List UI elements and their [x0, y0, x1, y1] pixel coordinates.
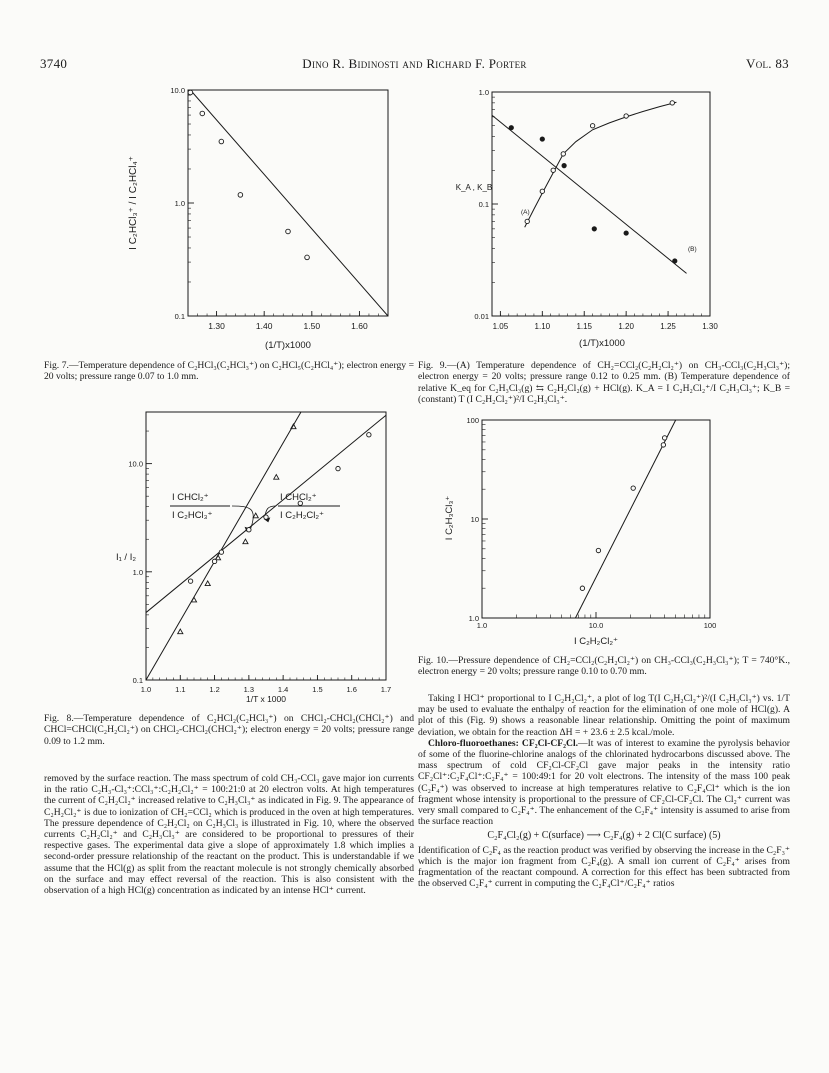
fig8-y-tick-label: 10.0: [128, 459, 143, 469]
fig8-data-point-circle: [188, 579, 192, 583]
fig8-data-point-triangle: [274, 475, 279, 480]
fig9-data-point-a: [551, 168, 555, 172]
fig7-y-tick-label: 10.0: [170, 86, 185, 95]
fig9-data-point-a: [590, 124, 594, 128]
fig8-caption: Fig. 8.—Temperature dependence of C₂HCl₂(C₂HCl₃⁺) on CHCl₂-CHCl₂(CHCl₂⁺) and CHCl=CHCl(C₂H₂Cl₂⁺) on CHCl₂-CHCl₂(CHCl₂⁺); electron energy = 20 volts; pressure range 0.09 to 1.2 mm.: [44, 713, 414, 747]
fig9-axes: [474, 88, 718, 331]
fig7-data-point: [305, 255, 310, 260]
fig8-data-point-circle: [367, 433, 371, 437]
fig9-curve-a: [525, 102, 677, 227]
fig8-data-point-triangle: [215, 555, 220, 560]
fig8-x-tick-label: 1.4: [277, 685, 289, 694]
fig10-plot-frame: [482, 420, 710, 618]
fig9-data-point-b: [672, 258, 677, 263]
fig7-marks: [188, 90, 388, 316]
figure-9-chart: [430, 82, 730, 354]
fig9-xlabel: (1/T)x1000: [579, 338, 625, 349]
fig10-y-tick-label: 100: [466, 418, 479, 425]
fig8-data-point-triangle: [243, 539, 248, 544]
figure-7-chart: [120, 82, 410, 354]
fig9-data-point-b: [562, 163, 567, 168]
fig8-x-tick-label: 1.7: [380, 685, 392, 694]
fig10-axes: [466, 418, 716, 630]
fig8-label-left-den: I C₂HCl₃⁺: [172, 510, 213, 521]
fig9-data-point-a: [624, 114, 628, 118]
equation-5: C₂F₄Cl₂(g) + C(surface) ⟶ C₂F₄(g) + 2 Cl(C surface) (5): [487, 830, 721, 842]
fig9-y-tick-label: 0.01: [474, 312, 489, 321]
fig9-data-point-a: [561, 152, 565, 156]
fig8-data-point-triangle: [205, 581, 210, 586]
fig9-data-point-b: [509, 125, 514, 130]
fig8-data-point-circle: [219, 550, 223, 554]
fig9-x-tick-label: 1.05: [492, 322, 509, 331]
fig7-fit-line: [190, 90, 388, 316]
fig10-caption: Fig. 10.—Pressure dependence of CH₂=CCl₂(C₂H₂Cl₂⁺) on CH₃-CCl₃(C₂H₃Cl₃⁺); T = 740°K., electron energy = 20 volts; pressure range 0.10 to 0.70 mm.: [418, 655, 790, 678]
figure-8-chart: [100, 412, 400, 704]
fig9-x-tick-label: 1.25: [660, 322, 676, 331]
page-number: 3740: [40, 56, 68, 71]
right-column-text: [418, 693, 790, 889]
fig10-data-point: [662, 436, 666, 440]
fig9-caption: [418, 360, 790, 406]
fig9-label-a: (A): [521, 209, 530, 216]
fig8-label-left-num: I CHCl₂⁺: [172, 492, 209, 503]
right-paragraph-3: Identification of C₂F₄ as the reaction product was verified by observing the increase in the C₂F₃⁺ which is the major ion fragment from C₂F₄(g). A small ion current of C₂F₄⁺ arises from fragmentation of the reactant compound. A correction for this effect has been subtracted from the observed C₂F₄⁺ current in computing the C₂F₄Cl⁺/C₂F₄⁺ ratios: [418, 844, 790, 890]
fig7-y-tick-label: 0.1: [174, 312, 185, 321]
fig9-caption-b: (B) Temperature dependence of relative K_eq for C₂H₃Cl₃(g) ⇆ C₂H₂Cl₂(g) + HCl(g). K_A = I C₂H₂Cl₂⁺/I C₂H₃Cl₃⁺; K_B = (constant) T (I C₂H₂Cl₂⁺)²/I C₂H₃Cl₃⁺.: [418, 371, 790, 406]
figure-10-chart: [430, 418, 730, 650]
fig8-data-point-circle: [336, 466, 340, 470]
fig8-data-point-triangle: [178, 629, 183, 634]
fig8-marks: [146, 412, 386, 680]
running-head-volume: Vol. 83: [746, 56, 789, 71]
fig9-marks: [492, 101, 687, 274]
fig10-data-point: [631, 486, 635, 490]
fig9-y-tick-label: 0.1: [478, 200, 489, 209]
fig8-data-point-circle: [247, 528, 251, 532]
fig7-x-tick-label: 1.40: [255, 321, 273, 331]
fig7-xlabel: (1/T)x1000: [265, 340, 311, 351]
fig9-x-tick-label: 1.30: [702, 322, 718, 331]
fig7-y-tick-label: 1.0: [174, 199, 185, 208]
fig7-x-tick-label: 1.50: [303, 321, 321, 331]
fig10-x-tick-label: 10.0: [588, 621, 604, 630]
fig7-ylabel: I C₂HCl₃⁺ / I C₂HCl₄⁺: [128, 156, 139, 250]
fig8-plot-frame: [146, 412, 386, 680]
fig8-label-right-num: I CHCl₂⁺: [280, 492, 317, 503]
fig8-data-point-circle: [264, 515, 268, 519]
fig10-data-point: [661, 443, 665, 447]
fig9-data-point-a: [670, 101, 674, 105]
section-heading-chlorofluoroethanes: Chloro-fluoroethanes: CF₂Cl-CF₂Cl.: [428, 737, 579, 749]
fig9-x-tick-label: 1.20: [618, 322, 634, 331]
fig9-fit-line-b: [492, 115, 687, 273]
left-paragraph: removed by the surface reaction. The mass spectrum of cold CH₃-CCl₃ gave major ion currents in the ratio C₂H₃-Cl₃⁺:CCl₃⁺:C₂H₂Cl₂⁺ = 100:21:0 at 20 electron volts. At high temperatures the current of C₂H₂Cl₂⁺ increased relative to C₂H₃Cl₃⁺ as indicated in Fig. 9. The appearance of C₂H₂Cl₂⁺ is due to ionization of CH₂=CCl₂ which is produced in the oven at high temperatures. The pressure dependence of C₂H₂Cl₂ on C₂H₃Cl₃ is illustrated in Fig. 10, where the observed currents C₂H₂Cl₂⁺ and C₂H₃Cl₃⁺ are considered to be proportional to pressures of their respective gases. The experimental data give a slope of approximately 1.8 which implies a second-order pressure relationship of the reactant on the product. This is understandable if we assume that the HCl(g) as split from the reactant molecule is not strongly chemically absorbed on the surface and may effect reversal of the reaction. This is also consistent with the observation of a high HCl(g) concentration as indicated by an intense HCl⁺ current.: [44, 773, 414, 897]
fig8-y-tick-label: 1.0: [132, 567, 143, 577]
fig9-label-b: (B): [688, 246, 697, 253]
fig8-x-tick-label: 1.1: [175, 685, 186, 694]
right-paragraph-1: Taking I HCl⁺ proportional to I C₂H₂Cl₂⁺, a plot of log T(I C₂H₂Cl₂⁺)²/(I C₂H₃Cl₃⁺) vs. 1/T may be used to evaluate the enthalpy of reaction for the elimination of one mole of HCl(g). A plot of this (Fig. 9) shows a reasonable linear relationship. Omitting the point of maximum deviation, we obtain for the reaction ΔH = + 23.6 ± 2.5 kcal./mole.: [418, 693, 790, 738]
fig8-label-right-den: I C₂H₂Cl₂⁺: [280, 510, 325, 521]
fig9-data-point-b: [540, 136, 545, 141]
fig7-x-tick-label: 1.30: [208, 321, 225, 331]
fig9-y-tick-label: 1.0: [478, 88, 489, 97]
fig7-data-point: [238, 193, 243, 198]
fig9-caption-a: Fig. 9.—(A) Temperature dependence of CH₂=CCl₂(C₂H₂Cl₂⁺) on CH₃-CCl₃(C₂H₃Cl₃⁺); electron energy = 20 volts; pressure range 0.12 to 0.25 mm.: [418, 360, 790, 383]
fig8-fit-line-triangles: [146, 412, 301, 680]
fig9-x-tick-label: 1.15: [576, 322, 593, 331]
fig7-caption: Fig. 7.—Temperature dependence of C₂HCl₃(C₂HCl₃⁺) on C₂HCl₅(C₂HCl₄⁺); electron energy = 20 volts; pressure range 0.07 to 1.0 mm.: [44, 360, 414, 383]
fig10-x-tick-label: 1.0: [476, 621, 488, 630]
fig9-data-point-a: [525, 219, 529, 223]
fig8-ylabel: I₁ / I₂: [115, 552, 137, 563]
fig7-data-point: [200, 111, 205, 116]
fig10-marks: [575, 420, 675, 618]
fig7-x-tick-label: 1.60: [351, 321, 368, 331]
right-paragraph-2: —It was of interest to examine the pyrolysis behavior of some of the fluorine-chlorine analogs of the chlorinated hydrocarbons discussed above. The mass spectrum of cold CF₂Cl-CF₂Cl gave major peaks in the intensity ratio CF₂Cl⁺:C₂F₄Cl⁺:C₂F₄⁺ = 100:49:1 for 20 volt electrons. The intensity of the mass 100 peak (C₂F₄⁺) was observed to increase at high temperatures relative to C₂F₄Cl⁺ which is the ion fragment whose intensity is proportional to the pressure of CF₂Cl-CF₂Cl. The Cl₂⁺ current was very small compared to C₂F₄⁺. The enhancement of the C₂F₄⁺ intensity is assumed to arise from the surface reaction: [418, 737, 790, 828]
fig8-data-point-triangle: [291, 424, 296, 429]
fig8-x-tick-label: 1.0: [140, 685, 152, 694]
fig7-axes: [170, 86, 378, 331]
fig7-data-point: [286, 229, 291, 234]
fig7-data-point: [188, 90, 193, 95]
fig10-xlabel: I C₂H₂Cl₂⁺: [573, 636, 619, 647]
fig9-ylabel: K_A , K_B: [455, 183, 493, 192]
fig8-data-point-triangle: [253, 513, 258, 518]
fig10-data-point: [596, 548, 600, 552]
fig8-y-tick-label: 0.1: [132, 676, 143, 685]
fig10-y-tick-label: 10: [470, 515, 479, 524]
fig10-fit-line: [575, 420, 675, 618]
fig10-ylabel: I C₂H₃Cl₃⁺: [444, 495, 455, 541]
fig9-data-point-a: [540, 189, 544, 193]
fig10-y-tick-label: 1.0: [468, 614, 479, 623]
fig8-xlabel: 1/T x 1000: [245, 694, 287, 704]
fig10-x-tick-label: 100: [703, 621, 717, 630]
fig7-data-point: [219, 139, 224, 144]
fig8-x-tick-label: 1.5: [312, 685, 323, 694]
fig9-x-tick-label: 1.10: [534, 322, 551, 331]
fig8-x-tick-label: 1.3: [243, 685, 255, 694]
running-head-authors: Dino R. Bidinosti and Richard F. Porter: [302, 56, 527, 71]
left-column-text: [44, 773, 414, 896]
fig8-x-tick-label: 1.2: [209, 685, 220, 694]
fig8-data-point-circle: [212, 559, 216, 563]
fig8-axes: [128, 412, 391, 694]
fig8-x-tick-label: 1.6: [346, 685, 357, 694]
fig9-data-point-b: [624, 230, 629, 235]
fig9-data-point-b: [592, 226, 597, 231]
fig10-data-point: [580, 586, 584, 590]
